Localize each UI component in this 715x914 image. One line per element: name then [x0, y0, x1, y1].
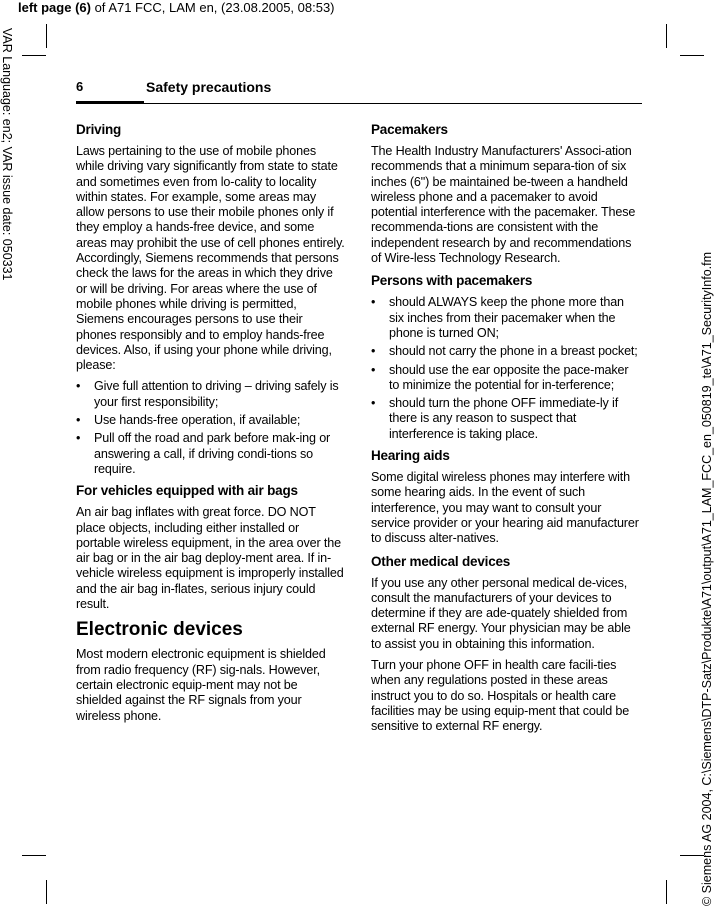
hearing-aids-text: Some digital wireless phones may interfere with some hearing aids. In the event of such interference, you may want to consult your service provider or your hearing aid manufacturer to discuss alter-natives. — [371, 470, 639, 546]
side-language-info: VAR Language: en2; VAR issue date: 050331 — [0, 28, 14, 281]
section-heading-electronic-devices: Electronic devices — [76, 619, 243, 641]
airbags-text: An air bag inflates with great force. DO NOT place objects, including either installed or portable wireless equipment, in the area over the air bag or in the air bag deploy-ment area. If in-vehicle wireless equipment is improperly installed and the air bag in-flates, serious injury could result. — [76, 505, 344, 612]
list-item: • Use hands-free operation, if available; — [76, 413, 346, 428]
page-label: left page (6) — [18, 0, 91, 15]
print-job-info — [18, 0, 335, 15]
pacemakers-text: The Health Industry Manufacturers' Associ-ation recommends that a minimum separa-tion of six inches (6") be maintained be-tween a handheld wireless phone and a pacemaker to avoid potential interference with the pacemaker. These recommenda-tions are consistent with the independent research by and recommendations of Wire-less Technology Research. — [371, 144, 636, 266]
driving-list — [76, 379, 346, 477]
section-heading-hearing-aids: Hearing aids — [371, 448, 450, 464]
list-item: • should not carry the phone in a breast pocket; — [371, 344, 641, 359]
list-item: • should use the ear opposite the pace-maker to minimize the potential for in-terference; — [371, 363, 641, 394]
list-item: • Give full attention to driving – driving safely is your first responsibility; — [76, 379, 346, 410]
crop-mark — [46, 24, 47, 48]
other-medical-text-1: If you use any other personal medical de-vices, consult the manufacturers of your devices to determine if they are ade-quately shielded from external RF energy. Your physician may be able to assist you in obtaining this information. — [371, 575, 631, 651]
section-heading-pacemakers: Pacemakers — [371, 122, 448, 137]
left-column — [76, 121, 346, 730]
list-item: • Pull off the road and park before mak-ing or answering a call, if driving condi-tions so require. — [76, 431, 346, 477]
section-heading-persons-with-pacemakers: Persons with pacemakers — [371, 273, 533, 289]
pacemaker-list — [371, 295, 641, 442]
other-medical-text-2: Turn your phone OFF in health care facili-ties when any regulations posted in these areas instruct you to do so. Hospitals or health care facilities may be using equip-ment that could be sensitive to external RF energy. — [371, 658, 630, 734]
crop-mark — [680, 55, 704, 56]
crop-mark — [666, 24, 667, 48]
document-info: of A71 FCC, LAM en, (23.08.2005, 08:53) — [90, 0, 335, 15]
section-heading-driving: Driving — [76, 122, 122, 137]
list-item: • should turn the phone OFF immediate-ly if there is any reason to suspect that interference is taking place. — [371, 396, 641, 442]
page-number: 6 — [76, 79, 84, 94]
electronic-devices-text: Most modern electronic equipment is shielded from radio frequency (RF) sig-nals. However, certain electronic equip-ment may not be shielded against the RF signals from your wireless phone. — [76, 647, 326, 723]
list-item: • should ALWAYS keep the phone more than six inches from their pacemaker when the phone is turned ON; — [371, 295, 641, 341]
crop-mark — [46, 880, 47, 904]
side-copyright-path: © Siemens AG 2004, C:\Siemens\DTP-Satz\Produkte\A71\output\A71_LAM_FCC_en_050819_te\A71_SecurityInfo.fm — [700, 251, 714, 906]
header-rule — [144, 103, 642, 104]
page-title: Safety precautions — [146, 79, 272, 95]
section-heading-airbags: For vehicles equipped with air bags — [76, 483, 298, 499]
driving-text: Laws pertaining to the use of mobile phones while driving vary significantly from state to state and sometimes even from lo-cality to locality within states. For example, some areas may allow persons to use their mobile phones only if they employ a hands-free device, and some areas may prohibit the use of cell phones entirely. Accordingly, Siemens recommends that persons check the laws for the areas in which they drive or will be driving. For areas where the use of mobile phones while driving is permitted, Siemens encourages persons to use their phones responsibly and to employ hands-free devices. Also, if using your phone while driving, please: — [76, 144, 345, 373]
crop-mark — [22, 855, 46, 856]
section-heading-other-medical-devices: Other medical devices — [371, 553, 511, 569]
header-rule-thick — [76, 101, 144, 104]
crop-mark — [22, 55, 46, 56]
right-column — [371, 121, 641, 741]
crop-mark — [666, 880, 667, 904]
